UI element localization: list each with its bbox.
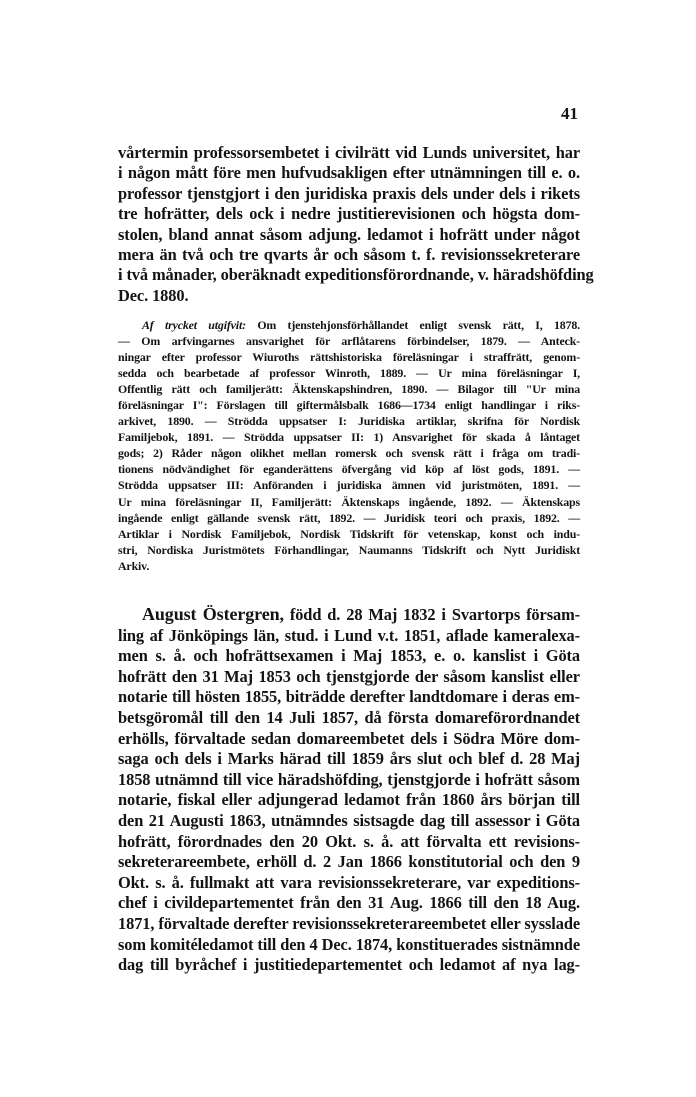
text-line: Dec. 1880. <box>118 285 189 305</box>
text-line: arkivet, 1890. — Strödda uppsatser I: Juridiska artiklar, skrifna för Nordisk <box>118 414 580 429</box>
text-line: Ur mina föreläsningar II, Familjerätt: Äktenskaps ingående, 1892. — Äktenskaps <box>118 494 580 509</box>
text-line: — Om arfvingarnes ansvarighet för arflåtarens förbindelser, 1879. — Anteck- <box>118 334 580 349</box>
text-line: chef i civildepartementet från den 31 Aug. 1866 till den 18 Aug. <box>118 893 580 913</box>
text-line: stolen, bland annat såsom adjung. ledamot i hofrätt under något <box>118 224 580 244</box>
text-line: tre hofrätter, dels ock i nedre justitierevisionen och högsta dom- <box>118 204 580 224</box>
text-line: mera än två och tre qvarts år och såsom t. f. revisionssekreterare <box>118 245 580 265</box>
text-line: ling af Jönköpings län, stud. i Lund v.t. 1851, aflade kameralexa- <box>118 625 580 645</box>
text-line: Okt. s. å. fullmakt att vara revisionssekreterare, var expeditions- <box>118 872 580 892</box>
paragraph-career <box>118 143 594 306</box>
text-line: tionens nödvändighet för eganderättens öfvergång vid köp af löst gods, 1891. — <box>118 462 580 477</box>
text-line: Strödda uppsatser III: Anföranden i juridiska ämnen vid juristmöten, 1891. — <box>118 478 580 493</box>
text-fragment: född d. 28 Maj 1832 i Svartorps försam- <box>283 605 580 624</box>
text-line: ingående enligt gällande svensk rätt, 1892. — Juridisk teori och praxis, 1892. — <box>118 510 580 525</box>
text-line: gods; 2) Råder någon olikhet mellan romersk och svensk rätt i fråga om tradi- <box>118 446 580 461</box>
publications-list <box>118 317 580 574</box>
text-line: hofrätt den 31 Maj 1853 och tjenstgjorde der såsom kanslist eller <box>118 666 580 686</box>
text-line: notarie till hösten 1855, biträdde derefter landtdomare i deras em- <box>118 687 580 707</box>
text-line: notarie, fiskal eller adjungerad ledamot från 1860 års början till <box>118 790 580 810</box>
text-line: sekreterareembete, erhöll d. 2 Jan 1866 konstitutorial och den 9 <box>118 852 580 872</box>
text-line: men s. å. och hofrättsexamen i Maj 1853, e. o. kanslist i Göta <box>118 646 580 666</box>
entry-ostergren <box>118 604 580 976</box>
text-line: hofrätt, förordnades den 20 Okt. s. å. att förvalta ett revisions- <box>118 831 580 851</box>
text-line: den 21 Augusti 1863, utnämndes sistsagde dag till assessor i Göta <box>118 810 580 830</box>
text-line: Familjebok, 1891. — Strödda uppsatser II: 1) Ansvarighet för skada å låntaget <box>118 430 580 445</box>
text-line: som komitéledamot till den 4 Dec. 1874, konstituerades sistnämnde <box>118 934 580 954</box>
text-line: stri, Nordiska Juristmötets Förhandlingar, Naumanns Tidskrift och Nytt Juridiskt <box>118 542 580 557</box>
text-line: Artiklar i Nordisk Familjebok, Nordisk Tidskrift för vetenskap, konst och indu- <box>118 526 580 541</box>
entry-name: August Östergren, <box>142 604 284 624</box>
text-line: föreläsningar I": Förslagen till giftermålsbalk 1686—1734 enligt handlingar i riks- <box>118 398 580 413</box>
text-line <box>118 317 580 333</box>
text-line <box>118 604 580 626</box>
text-line: betsgöromål till den 14 Juli 1857, då första domareförordnandet <box>118 707 580 727</box>
text-line: sedda och bearbetade af professor Winroth, 1889. — Ur mina föreläsningar I, <box>118 366 580 381</box>
text-line: Arkiv. <box>118 558 150 573</box>
text-line: professor tjenstgjort i den juridiska praxis dels under dels i rikets <box>118 183 580 203</box>
text-line: 1858 utnämnd till vice häradshöfding, tjenstgjorde i hofrätt såsom <box>118 769 580 789</box>
text-line: erhölls, förvaltade sedan domareembetet dels i Södra Möre dom- <box>118 728 580 748</box>
text-line: 1871, förvaltade derefter revisionssekreterareembetet eller sysslade <box>118 913 581 933</box>
text-line: saga och dels i Marks härad till 1859 års slut och blef d. 28 Maj <box>118 749 580 769</box>
text-line: ningar efter professor Wiuroths rättshistoriska föreläsningar i straffrätt, genom- <box>118 350 580 365</box>
text-line: dag till byråchef i justitiedepartementet och ledamot af nya lag- <box>118 955 580 975</box>
text-line: i två månader, oberäknadt expeditionsförordnande, v. häradshöfding <box>118 265 594 285</box>
text-line: i någon mått före men hufvudsakligen efter utnämningen till e. o. <box>118 163 580 183</box>
text-line: Offentlig rätt och familjerätt: Äktenskapshindren, 1890. — Bilagor till "Ur mina <box>118 382 580 397</box>
publications-lead: Af trycket utgifvit: <box>142 318 246 332</box>
text-line: vårtermin professorsembetet i civilrätt vid Lunds universitet, har <box>118 143 580 162</box>
page-number: 41 <box>561 104 578 123</box>
text-fragment: Om tjenstehjonsförhållandet enligt svensk rätt, I, 1878. <box>245 318 580 332</box>
